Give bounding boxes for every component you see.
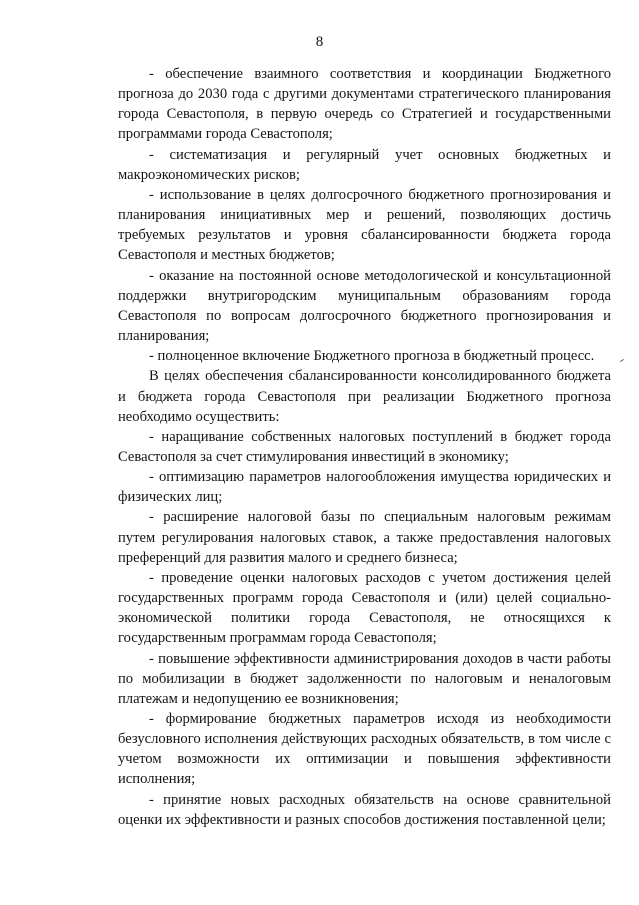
page-number: 8 (315, 34, 324, 50)
paragraph-10: - проведение оценки налоговых расходов с учетом достижения целей государственных программ города Севастополя и (или) целей социально-экономической политики города Севастополя, не относящихся к государственным программам города Севастополя; (118, 569, 611, 647)
paragraph-2: - систематизация и регулярный учет основных бюджетных и макроэкономических рисков; (118, 146, 611, 183)
paragraph-4: - оказание на постоянной основе методологической и консультационной поддержки внутригородским муниципальным образованиям города Севастополя по вопросам долгосрочного бюджетного прогнозирования и планирования; (118, 267, 611, 345)
paragraph-9: - расширение налоговой базы по специальным налоговым режимам путем регулирования налоговых ставок, а также предоставления налоговых преференций для развития малого и среднего бизнеса; (118, 509, 611, 566)
paragraph-5: - полноценное включение Бюджетного прогноза в бюджетный процесс. (149, 348, 595, 365)
paragraph-6: В целях обеспечения сбалансированности консолидированного бюджета и бюджета города Севастополя при реализации Бюджетного прогноза необходимо осуществить: (118, 368, 611, 425)
scan-mark (620, 359, 624, 362)
paragraph-11: - повышение эффективности администрирования доходов в части работы по мобилизации в бюджет задолженности по налоговым и неналоговым платежам и недопущению ее возникновения; (118, 650, 611, 707)
body-text (118, 64, 611, 830)
paragraph-8: - оптимизацию параметров налогообложения имущества юридических и физических лиц; (118, 469, 611, 506)
paragraph-3: - использование в целях долгосрочного бюджетного прогнозирования и планирования инициативных мер и решений, позволяющих достичь требуемых результатов и уровня сбалансированности бюджета города Севастополя и местных бюджетов; (118, 186, 611, 264)
paragraph-12: - формирование бюджетных параметров исходя из необходимости безусловного исполнения действующих расходных обязательств, в том числе с учетом возможности их оптимизации и повышения эффективности исполнения; (118, 711, 611, 788)
paragraph-13: - принятие новых расходных обязательств на основе сравнительной оценки их эффективности и разных способов достижения поставленной цели; (118, 791, 611, 828)
paragraph-7: - наращивание собственных налоговых поступлений в бюджет города Севастополя за счет стимулирования инвестиций в экономику; (118, 428, 611, 465)
paragraph-1: - обеспечение взаимного соответствия и координации Бюджетного прогноза до 2030 года с другими документами стратегического планирования города Севастополя, в первую очередь со Стратегией и государственными программами города Севастополя; (118, 66, 611, 143)
